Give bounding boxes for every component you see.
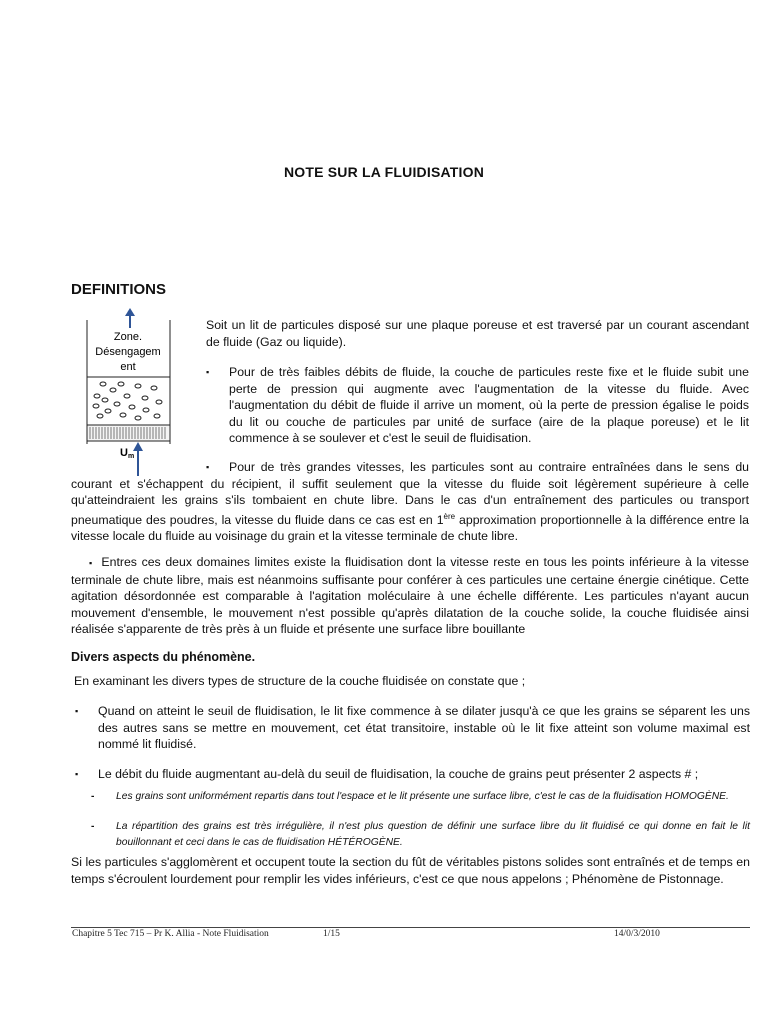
fluidized-bed-diagram [70, 308, 200, 478]
bullet-fluidisation-threshold [71, 703, 750, 753]
footer-page-number: 1/15 [323, 929, 340, 939]
sub-item-homogeneous-text: Les grains sont uniformément repartis dans tout l'espace et le lit présente une surface libre, c'est le cas de la fluidisation HOMOGÈNE. [116, 791, 729, 802]
aspects-intro: En examinant les divers types de structure de la couche fluidisée on constate que ; [74, 674, 526, 688]
bullet-icon: ▪ [75, 706, 79, 716]
bullet-two-aspects-text: Le débit du fluide augmentant au-delà du seuil de fluidisation, la couche de grains peut présenter 2 aspects # ; [98, 767, 699, 781]
footer-divider [71, 927, 750, 928]
zone-label-line3: ent [120, 361, 136, 373]
footer-chapter: Chapitre 5 Tec 715 – Pr K. Allia - Note Fluidisation [72, 929, 269, 939]
velocity-label-main: U [120, 447, 128, 459]
sub-item-heterogeneous-text: La répartition des grains est très irrégulière, il n'est plus question de définir une surface libre du lit fluidisé ce qui donne en fait le lit bouillonnant et ceci dans le cas de fluidisation HÉTÉROGÈNE. [116, 821, 750, 848]
footer-date: 14/0/3/2010 [614, 929, 660, 939]
bullet-fluidisation-domain-text [71, 554, 749, 638]
bullet-icon: ▪ [206, 367, 210, 377]
pistonnage-paragraph: Si les particules s'agglomèrent et occupent toute la section du fût de véritables pistons solides sont entraînés et de temps en temps s'écroulent lourdement pour remplir les vides inférieurs, c'est ce que nous appelons ; Phénomène de Pistonnage. [71, 855, 750, 886]
zone-label-line2: Désengagem [95, 346, 161, 358]
bullet-fluidisation-domain [71, 554, 749, 638]
definitions-heading: DEFINITIONS [71, 281, 167, 298]
bullet-high-velocity [71, 459, 749, 545]
bullet-two-aspects [71, 766, 750, 783]
bullet-low-flow [206, 364, 749, 447]
bullet-icon: ▪ [75, 769, 79, 779]
inlet-arrowhead-icon [133, 442, 143, 451]
bullet-icon: ▪ [89, 558, 94, 568]
velocity-label-sub: m [127, 453, 135, 460]
intro-paragraph: Soit un lit de particules disposé sur une plaque poreuse et est traversé par un courant ascendant de fluide (Gaz ou liquide). [206, 318, 749, 349]
outlet-arrowhead-icon [125, 308, 135, 316]
sub-item-homogeneous [91, 789, 750, 805]
bullet-high-velocity-text-b: approximation proportionnelle à la différence entre la vitesse locale du fluide au voisinage du grain et la vitesse terminale de chute libre. [71, 512, 749, 544]
porous-plate [87, 425, 170, 441]
page-title: NOTE SUR LA FLUIDISATION [283, 164, 484, 180]
bullet-icon: ▪ [206, 462, 210, 472]
bullet-high-velocity-text-a: Pour de très grandes vitesses, les particules sont au contraire entraînées dans le sens du courant et s'échappent du récipient, il suffit seulement que la vitesse du fluide soit légèrement supérieure à celle qu'atteindraient les grains s'ils tombaient en chute libre. Dans le cas d'un entraînement des particules ou transport pneumatique des poudres, la vitesse du fluide dans ce cas est en 1 [71, 460, 749, 527]
superscript-ere: ère [443, 511, 456, 521]
particles [93, 382, 162, 420]
dash-icon: - [91, 791, 95, 802]
zone-label-line1: Zone. [113, 331, 143, 343]
bullet-fluidisation-threshold-text: Quand on atteint le seuil de fluidisation, le lit fixe commence à se dilater jusqu'à ce que les grains se séparent les uns des autres sans se mettre en mouvement, cet état transitoire, instable où le lit fixe atteint son volume maximal est nommé lit fluidisé. [98, 704, 750, 752]
bullet-high-velocity-text [71, 459, 749, 545]
aspects-heading: Divers aspects du phénomène. [71, 650, 256, 664]
dash-icon: - [91, 821, 95, 832]
sub-item-heterogeneous [91, 819, 750, 850]
bullet-low-flow-text: Pour de très faibles débits de fluide, la couche de particules reste fixe et le fluide subit une perte de pression qui augmente avec l'augmentation de la vitesse du fluide. Avec l'augmentation du débit de fluide il arrive un moment, où la perte de pression égalise le poids du lit ou couche de particules par unité de surface (aire de la plaque poreuse) et le lit commence à se soulever et c'est le seuil de fluidisation. [229, 365, 749, 446]
bullet-fluidisation-domain-content: Entres ces deux domaines limites existe la fluidisation dont la vitesse reste en tous les points inférieure à la vitesse terminale de chute libre, mais est néanmoins suffisante pour conférer à ces particules une certaine énergie cinétique. Cette agitation désordonnée est comparable à l'agitation moléculaire à une échelle différente. Les particules n'ayant aucun mouvement d'ensemble, le mouvement n'est possible qu'après dilatation de la couche solide, la couche fluidisée ainsi réalisée s'apparente de très près à un fluide et présente une surface libre bouillante [71, 555, 749, 637]
